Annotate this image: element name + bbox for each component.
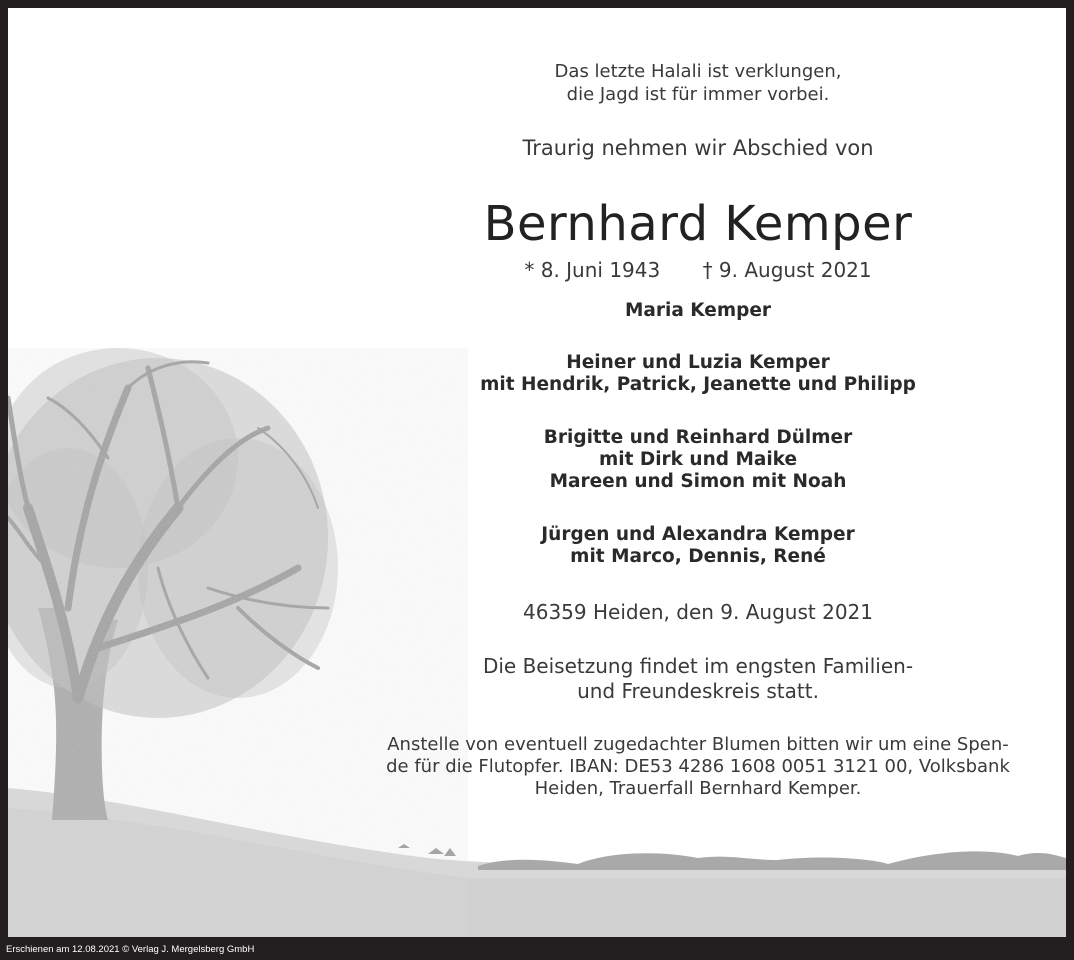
birth-date: * 8. Juni 1943 (524, 258, 661, 282)
burial-notice (348, 654, 1048, 704)
distant-hills (478, 851, 1066, 870)
motto-line-1: Das letzte Halali ist verklungen, (554, 61, 842, 82)
place-date: 46359 Heiden, den 9. August 2021 (523, 600, 873, 624)
mourner-line: Brigitte und Reinhard Dülmer (543, 427, 853, 448)
deceased-name: Bernhard Kemper (483, 196, 913, 252)
mourner-line: Maria Kemper (624, 300, 772, 321)
mourner-group (348, 300, 1048, 322)
donation-line-2: de für die Flutopfer. IBAN: DE53 4286 1608 0051 3121 00, Volksbank (386, 756, 1010, 777)
mourner-group (348, 524, 1048, 568)
mourner-line: Jürgen und Alexandra Kemper (541, 524, 855, 545)
intro-text: Traurig nehmen wir Abschied von (522, 136, 874, 160)
burial-line-1: Die Beisetzung findet im engsten Familien- (482, 654, 914, 678)
motto-line-2: die Jagd ist für immer vorbei. (566, 84, 830, 105)
mourner-line: Heiner und Luzia Kemper (566, 352, 830, 373)
donation-line-3: Heiden, Trauerfall Bernhard Kemper. (534, 778, 862, 799)
burial-line-2: und Freundeskreis statt. (577, 679, 819, 703)
mourner-line: mit Marco, Dennis, René (570, 546, 826, 567)
mourner-group (348, 427, 1048, 493)
motto (348, 60, 1048, 106)
donation-line-1: Anstelle von eventuell zugedachter Blumen bitten wir um eine Spen- (387, 734, 1009, 755)
mourner-group (348, 352, 1048, 396)
mourner-line: mit Dirk und Maike (598, 449, 798, 470)
mourner-line: Mareen und Simon mit Noah (549, 471, 847, 492)
life-dates (348, 258, 1048, 282)
death-date: † 9. August 2021 (702, 258, 872, 282)
mourner-line: mit Hendrik, Patrick, Jeanette und Philipp (480, 374, 916, 395)
donation-notice (348, 734, 1048, 800)
obituary-card (8, 8, 1066, 937)
publication-footer: Erschienen am 12.08.2021 © Verlag J. Mergelsberg GmbH (6, 944, 255, 955)
